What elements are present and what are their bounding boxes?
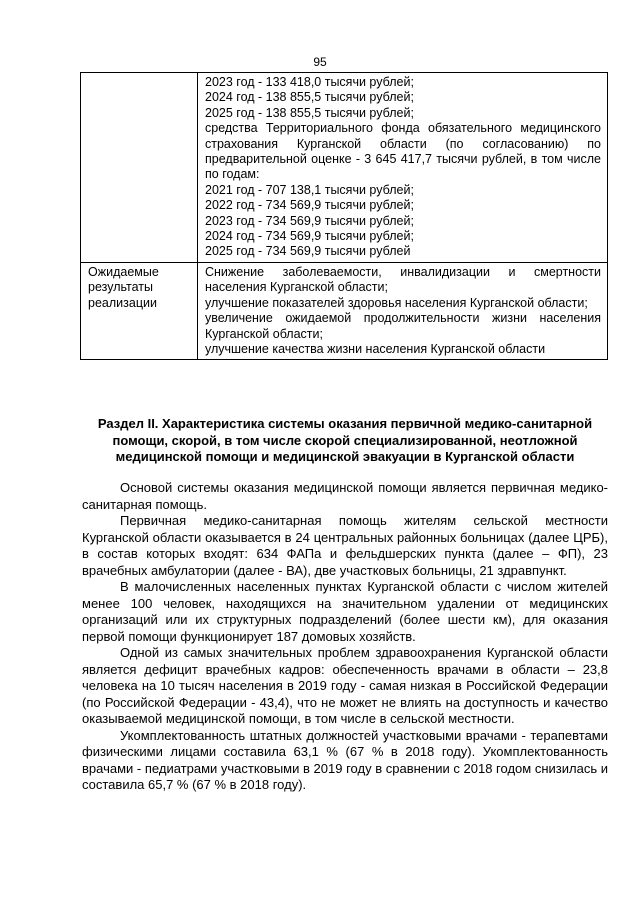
financing-line: 2022 год - 734 569,9 тысячи рублей; bbox=[205, 198, 414, 213]
financing-line: 2024 год - 734 569,9 тысячи рублей; bbox=[205, 229, 414, 244]
table-cell-label bbox=[81, 73, 198, 263]
financing-line: 2021 год - 707 138,1 тысячи рублей; bbox=[205, 182, 414, 197]
paragraph: Основой системы оказания медицинской помощи является первичная медико-санитарная помощь. bbox=[82, 480, 608, 512]
page-number: 95 bbox=[313, 55, 327, 69]
financing-line: 2024 год - 138 855,5 тысячи рублей; bbox=[205, 90, 414, 105]
result-line: увеличение ожидаемой продолжительности жизни населения Курганской области; bbox=[205, 311, 601, 341]
financing-line: 2025 год - 138 855,5 тысячи рублей; bbox=[205, 105, 414, 120]
result-line: Снижение заболеваемости, инвалидизации и смертности населения Курганской области; bbox=[205, 264, 601, 295]
result-line: улучшение качества жизни населения Курганской области bbox=[205, 341, 546, 356]
paragraph: В малочисленных населенных пунктах Курганской области с числом жителей менее 100 человек, находящихся на значительном удалении от медицинских организаций или их структурных подразделений (более шести км), для оказания первой помощи функционирует 187 домовых хозяйств. bbox=[82, 579, 608, 644]
table-row-expected-results bbox=[81, 262, 608, 359]
program-passport-table bbox=[80, 72, 608, 360]
table-cell-financing bbox=[198, 73, 608, 263]
paragraph: Первичная медико-санитарная помощь жителям сельской местности Курганской области оказывается в 24 центральных районных больницах (далее ЦРБ), в состав которых входят: 634 ФАПа и фельдшерских пункта (далее – ФП), 23 врачебных амбулатории (далее - ВА), две участковых больницы, 21 здравпункт. bbox=[82, 513, 608, 578]
paragraph: Одной из самых значительных проблем здравоохранения Курганской области является дефицит врачебных кадров: обеспеченность врачами в области – 23,8 человека на 10 тысяч населения в 2019 году - самая низкая в Российской Федерации (по Российской Федерации - 43,4), что не может не влиять на доступность и качество оказываемой медицинской помощи, в том числе в сельской местности. bbox=[82, 645, 608, 726]
financing-line: 2023 год - 133 418,0 тысячи рублей; bbox=[205, 75, 414, 89]
section-heading: Раздел II. Характеристика системы оказания первичной медико-санитарной помощи, скорой, в том числе скорой специализированной, неотложной медицинской помощи и медицинской эвакуации в Курганской области bbox=[97, 416, 593, 464]
financing-line: 2025 год - 734 569,9 тысячи рублей bbox=[205, 244, 411, 259]
financing-line: 2023 год - 734 569,9 тысячи рублей; bbox=[205, 213, 414, 228]
paragraph: Укомплектованность штатных должностей участковыми врачами - терапевтами физическими лицами составила 63,1 % (67 % в 2018 году). Укомплектованность врачами - педиатрами участковыми в 2019 году в сравнении с 2018 годом снизилась и составила 65,7 % (67 % в 2018 году). bbox=[82, 727, 608, 792]
table-cell-label: Ожидаемые результаты реализации bbox=[81, 262, 198, 359]
financing-line: средства Территориального фонда обязательного медицинского страхования Курганской области (по согласованию) по предварительной оценке - 3 645 417,7 тысячи рублей, в том числе по годам: bbox=[205, 121, 601, 182]
body-text bbox=[82, 480, 608, 794]
result-line: улучшение показателей здоровья населения Курганской области; bbox=[205, 295, 588, 310]
table-row-financing bbox=[81, 73, 608, 263]
table-cell-results bbox=[198, 262, 608, 359]
